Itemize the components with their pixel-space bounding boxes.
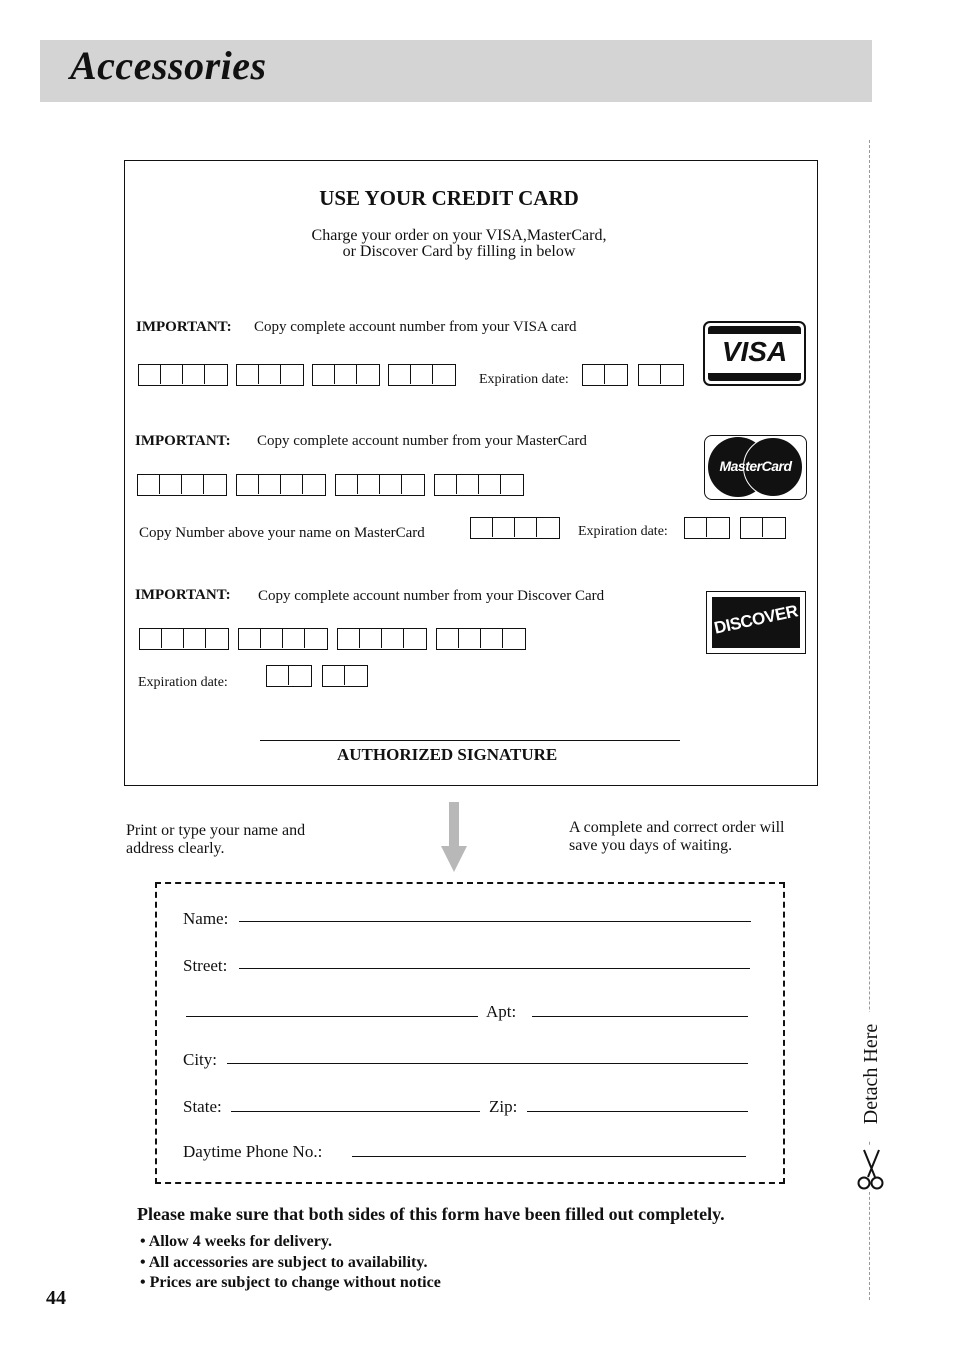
visa-expiration-field[interactable] xyxy=(582,364,684,386)
mastercard-important-label: IMPORTANT: xyxy=(135,433,231,449)
signature-label: AUTHORIZED SIGNATURE xyxy=(337,745,558,764)
street-line-2-field[interactable] xyxy=(186,1016,478,1017)
mastercard-name-number-label: Copy Number above your name on MasterCard xyxy=(139,525,425,541)
mastercard-name-number-field[interactable] xyxy=(470,517,560,539)
discover-logo: DISCOVER xyxy=(706,591,806,654)
down-arrow-icon xyxy=(439,802,469,874)
mastercard-expiration-label: Expiration date: xyxy=(578,524,668,539)
credit-card-heading: USE YOUR CREDIT CARD xyxy=(319,186,579,210)
bullet-delivery: • Allow 4 weeks for delivery. xyxy=(140,1233,332,1250)
street-label: Street: xyxy=(183,956,228,975)
zip-field[interactable] xyxy=(527,1111,748,1112)
phone-field[interactable] xyxy=(352,1156,746,1157)
state-label: State: xyxy=(183,1097,222,1116)
intro-line-1: Charge your order on your VISA,MasterCard, xyxy=(311,227,607,244)
note-right-line-2: save you days of waiting. xyxy=(569,837,733,854)
page-number: 44 xyxy=(46,1287,66,1309)
phone-label: Daytime Phone No.: xyxy=(183,1142,323,1161)
discover-expiration-field[interactable] xyxy=(266,665,368,687)
completion-warning: Please make sure that both sides of this form have been filled out completely. xyxy=(137,1204,725,1224)
discover-instruction: Copy complete account number from your Discover Card xyxy=(258,588,605,604)
street-field[interactable] xyxy=(239,968,750,969)
visa-number-field[interactable] xyxy=(138,364,456,386)
detach-label: Detach Here xyxy=(860,1023,882,1125)
discover-expiration-label: Expiration date: xyxy=(138,675,228,690)
zip-label: Zip: xyxy=(489,1097,518,1116)
city-field[interactable] xyxy=(227,1063,748,1064)
mastercard-instruction: Copy complete account number from your MasterCard xyxy=(257,433,587,449)
visa-instruction: Copy complete account number from your VISA card xyxy=(254,319,577,335)
name-label: Name: xyxy=(183,909,229,928)
bullet-price: • Prices are subject to change without notice xyxy=(140,1274,441,1291)
scissors-icon xyxy=(855,1146,885,1192)
note-left-line-1: Print or type your name and xyxy=(126,822,306,839)
address-form xyxy=(155,882,785,1184)
signature-line[interactable] xyxy=(260,740,680,741)
visa-important-label: IMPORTANT: xyxy=(136,319,232,335)
city-label: City: xyxy=(183,1050,218,1069)
mastercard-logo: MasterCard xyxy=(704,435,807,500)
visa-logo: VISA xyxy=(703,321,806,386)
state-field[interactable] xyxy=(231,1111,480,1112)
mastercard-number-field[interactable] xyxy=(137,474,524,496)
mastercard-expiration-field[interactable] xyxy=(684,517,786,539)
note-left-line-2: address clearly. xyxy=(126,840,225,857)
name-field[interactable] xyxy=(239,921,751,922)
intro-line-2: or Discover Card by filling in below xyxy=(342,243,576,260)
note-right-line-1: A complete and correct order will xyxy=(569,819,785,836)
page-title: Accessories xyxy=(70,43,267,88)
apt-label: Apt: xyxy=(486,1002,517,1021)
apt-field[interactable] xyxy=(532,1016,748,1017)
bullet-availability: • All accessories are subject to availability. xyxy=(140,1254,428,1271)
discover-number-field[interactable] xyxy=(139,628,526,650)
visa-expiration-label: Expiration date: xyxy=(479,372,569,387)
discover-important-label: IMPORTANT: xyxy=(135,587,231,603)
